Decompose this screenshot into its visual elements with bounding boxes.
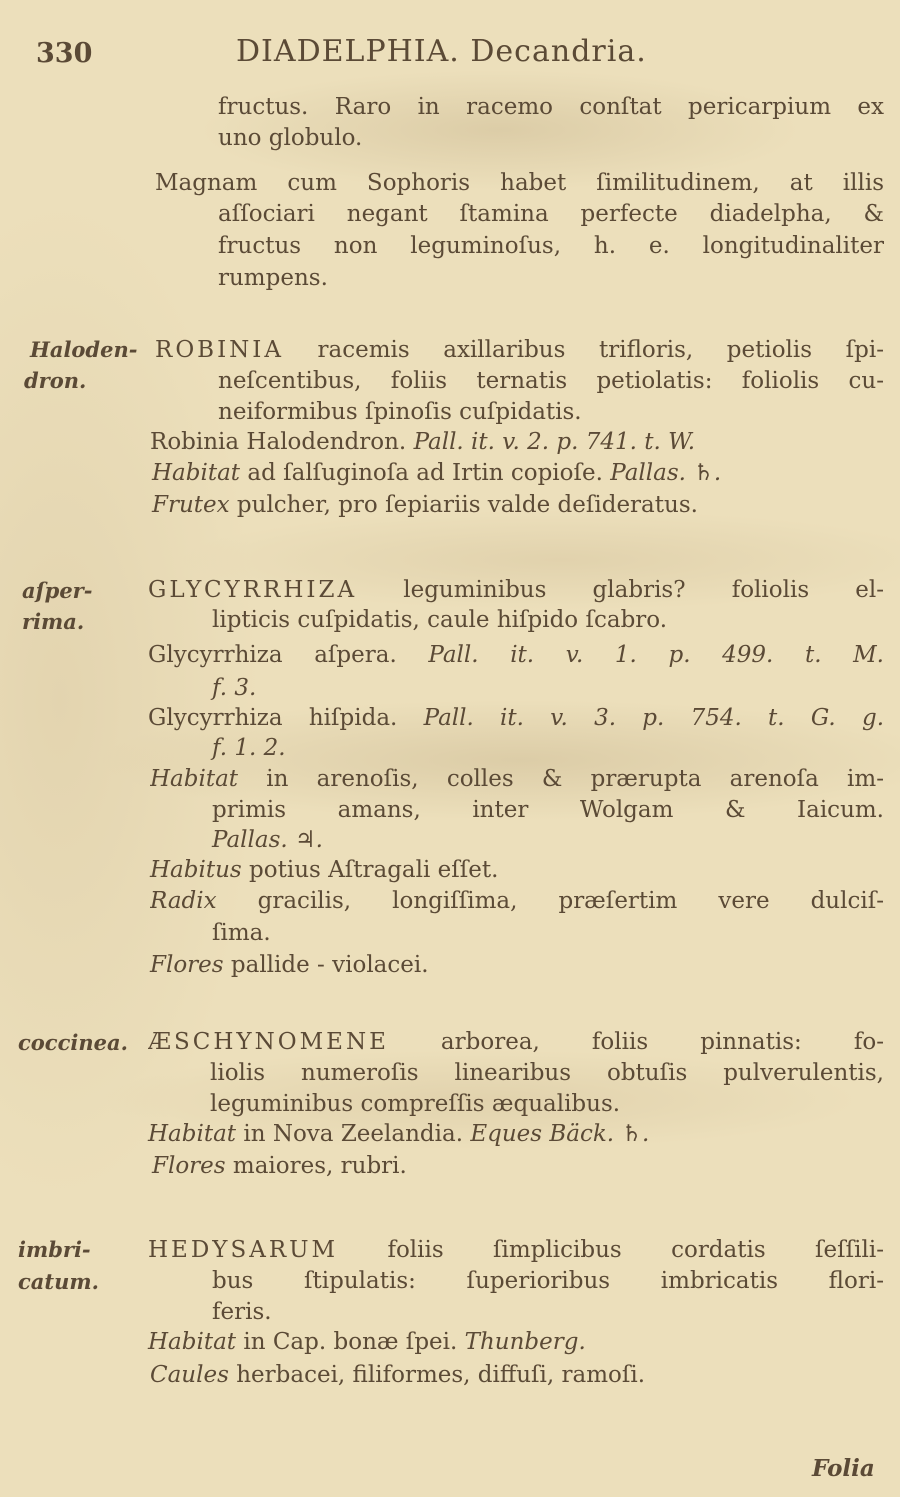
- text-line: [212, 825, 323, 855]
- italic-text: Pall. it. v. 1. p. 499. t. M.: [428, 642, 884, 668]
- text-line: [218, 263, 328, 293]
- text: potius Aſtragali eſſet.: [241, 857, 499, 883]
- text-line: [218, 123, 362, 153]
- text: Glycyrrhiza aſpera.: [148, 642, 429, 668]
- margin-note: rima.: [22, 609, 85, 634]
- page-number: 330: [36, 38, 93, 69]
- text-line: [212, 673, 256, 703]
- text-line: [155, 335, 884, 365]
- italic-text: Pall. it. v. 2. p. 741. t. W.: [413, 429, 696, 455]
- text-line: [148, 1119, 649, 1149]
- text: rumpens.: [218, 265, 328, 291]
- text: ad ſalſuginoſa ad Irtin copioſe.: [240, 460, 611, 486]
- italic-text: Habitat: [150, 766, 239, 792]
- text: in Cap. bonæ ſpei.: [236, 1329, 465, 1355]
- text-line: [212, 605, 667, 635]
- text: fructus non leguminoſus, h. e. longitudinaliter: [218, 233, 884, 259]
- text: leguminibus glabris? foliolis el-: [357, 577, 884, 603]
- text: lipticis cuſpidatis, caule hiſpido ſcabro.: [212, 607, 668, 633]
- italic-text: Habitat: [152, 460, 241, 486]
- text-line: [212, 795, 884, 825]
- text-line: [212, 1297, 272, 1327]
- text: maiores, rubri.: [225, 1153, 407, 1179]
- italic-text: Flores: [150, 952, 224, 978]
- margin-note: Haloden-: [30, 337, 138, 362]
- text: fructus. Raro in racemo conſtat pericarpium ex: [218, 94, 884, 120]
- italic-text: Frutex: [152, 492, 230, 518]
- text-line: [212, 918, 271, 948]
- text: leguminibus compreſſis æqualibus.: [210, 1091, 621, 1117]
- text: aſſociari negant ſtamina perfecte diadelpha, &: [218, 201, 884, 227]
- text-line: [150, 886, 884, 916]
- italic-text: f. 1. 2.: [212, 735, 286, 761]
- text: ſima.: [212, 920, 271, 946]
- text: pallide - violacei.: [223, 952, 429, 978]
- margin-note: aſper-: [22, 578, 93, 603]
- text: Glycyrrhiza hiſpida.: [148, 705, 424, 731]
- italic-text: Pall. it. v. 3. p. 754. t. G. g.: [423, 705, 884, 731]
- text-line: [210, 1058, 884, 1088]
- text: arborea, foliis pinnatis: fo-: [388, 1029, 884, 1055]
- text: gracilis, longiſſima, præſertim vere dulciſ-: [216, 888, 884, 914]
- text: feris.: [212, 1299, 272, 1325]
- margin-note: catum.: [18, 1269, 99, 1294]
- text-line: [150, 855, 498, 885]
- genus-name: GLYCYRRHIZA: [148, 577, 358, 603]
- italic-text: Habitat: [148, 1329, 237, 1355]
- italic-text: Habitus: [150, 857, 242, 883]
- italic-text: Caules: [150, 1362, 229, 1388]
- text-line: [150, 427, 695, 457]
- running-head: DIADELPHIA. Decandria.: [236, 34, 647, 69]
- text-line: [218, 199, 884, 229]
- text-line: [150, 950, 429, 980]
- text-line: [148, 1027, 884, 1057]
- genus-name: ROBINIA: [155, 337, 284, 363]
- text: pulcher, pro ſepiariis valde deſideratus.: [229, 492, 698, 518]
- text: neiformibus ſpinoſis cuſpidatis.: [218, 399, 582, 425]
- italic-text: Pallas. ♃.: [212, 827, 323, 853]
- text-line: [218, 366, 884, 396]
- italic-text: Eques Bäck. ♄.: [470, 1121, 650, 1147]
- italic-text: f. 3.: [212, 675, 257, 701]
- text: foliis ſimplicibus cordatis ſeſſili-: [338, 1237, 884, 1263]
- text-line: [210, 1089, 620, 1119]
- text-line: [148, 640, 884, 670]
- italic-text: Pallas. ♄.: [610, 460, 722, 486]
- text-line: [212, 1266, 884, 1296]
- text: racemis axillaribus trifloris, petiolis ſpi-: [283, 337, 884, 363]
- text: primis amans, inter Wolgam & Iaicum.: [212, 797, 884, 823]
- text-line: [150, 764, 884, 794]
- text-line: [148, 703, 884, 733]
- text: liolis numeroſis linearibus obtuſis pulverulentis,: [210, 1060, 884, 1086]
- text-line: [218, 231, 884, 261]
- italic-text: Habitat: [148, 1121, 237, 1147]
- text-line: [152, 458, 721, 488]
- margin-note: dron.: [24, 368, 87, 393]
- text-line: [148, 575, 884, 605]
- text: herbacei, filiformes, diffuſi, ramoſi.: [228, 1362, 646, 1388]
- text: Robinia Halodendron.: [150, 429, 414, 455]
- text-line: [155, 168, 884, 198]
- genus-name: ÆSCHYNOMENE: [148, 1029, 389, 1055]
- text: uno globulo.: [218, 125, 363, 151]
- italic-text: Thunberg.: [464, 1329, 586, 1355]
- text-line: [218, 397, 582, 427]
- text: Magnam cum Sophoris habet ſimilitudinem, at illis: [155, 170, 884, 196]
- genus-name: HEDYSARUM: [148, 1237, 339, 1263]
- margin-note: imbri-: [18, 1237, 91, 1262]
- text-line: [148, 1235, 884, 1265]
- margin-note: coccinea.: [18, 1030, 128, 1055]
- text-line: [212, 733, 286, 763]
- text-line: [218, 92, 884, 122]
- text-line: [148, 1327, 586, 1357]
- text: in Nova Zeelandia.: [236, 1121, 471, 1147]
- text-line: [150, 1360, 645, 1390]
- text: bus ſtipulatis: ſuperioribus imbricatis flori-: [212, 1268, 884, 1294]
- text: neſcentibus, foliis ternatis petiolatis: foliolis cu-: [218, 368, 884, 394]
- text-line: [152, 490, 698, 520]
- catchword: Folia: [812, 1455, 875, 1482]
- italic-text: Flores: [152, 1153, 226, 1179]
- text-line: [152, 1151, 407, 1181]
- italic-text: Radix: [150, 888, 217, 914]
- text: in arenoſis, colles & prærupta arenoſa im-: [238, 766, 884, 792]
